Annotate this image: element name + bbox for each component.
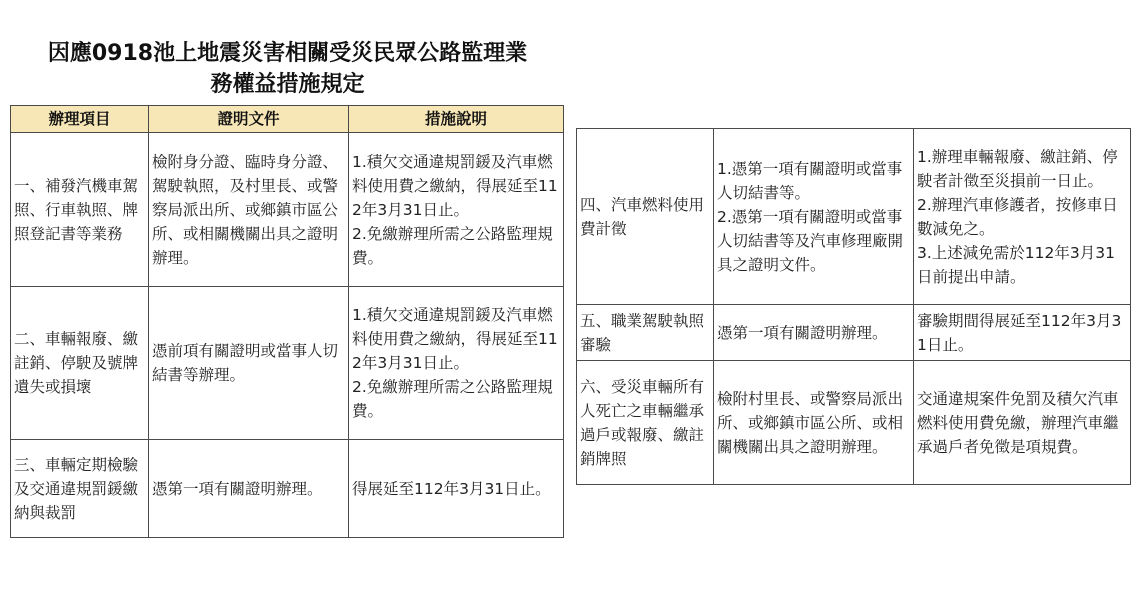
measure-line: 2.免繳辦理所需之公路監理規費。 xyxy=(352,378,553,420)
measures-cell xyxy=(914,305,1131,361)
item-cell: 三、車輛定期檢驗及交通違規罰鍰繳納與裁罰 xyxy=(11,440,149,538)
measures-cell xyxy=(349,287,564,440)
document-cell: 憑第一項有關證明辦理。 xyxy=(149,440,349,538)
page-title xyxy=(0,38,575,100)
document-cell xyxy=(714,305,914,361)
table-row xyxy=(577,361,1131,485)
item-cell: 四、汽車燃料使用費計徵 xyxy=(577,129,714,305)
title-line-1: 因應0918池上地震災害相關受災民眾公路監理業 xyxy=(47,41,528,66)
item-cell: 二、車輛報廢、繳註銷、停駛及號牌遺失或損壞 xyxy=(11,287,149,440)
table-row xyxy=(577,129,1131,305)
measure-line: 審驗期間得展延至112年3月31日止。 xyxy=(917,311,1122,354)
measure-line: 1.積欠交通違規罰鍰及汽車燃料使用費之繳納，得展延至112年3月31日止。 xyxy=(352,306,558,372)
document-line: 2.憑第一項有關證明或當事人切結書等及汽車修理廠開具之證明文件。 xyxy=(717,207,904,274)
item-cell: 六、受災車輛所有人死亡之車輛繼承過戶或報廢、繳註銷牌照 xyxy=(577,361,714,485)
document-cell xyxy=(714,361,914,485)
header-item: 辦理項目 xyxy=(11,106,149,133)
table-row xyxy=(11,440,564,538)
document-cell: 檢附身分證、臨時身分證、駕駛執照，及村里長、或警察局派出所、或鄉鎮市區公所、或相關機關出具之證明辦理。 xyxy=(149,133,349,287)
document-cell: 憑前項有關證明或當事人切結書等辦理。 xyxy=(149,287,349,440)
left-table xyxy=(10,105,564,538)
measures-cell xyxy=(914,361,1131,485)
measures-cell xyxy=(914,129,1131,305)
measure-line: 1.積欠交通違規罰鍰及汽車燃料使用費之繳納，得展延至112年3月31日止。 xyxy=(352,152,558,219)
title-line-2: 務權益措施規定 xyxy=(210,72,365,97)
table-row xyxy=(577,305,1131,361)
table-row xyxy=(11,133,564,287)
measure-line: 得展延至112年3月31日止。 xyxy=(352,479,551,498)
document-cell xyxy=(714,129,914,305)
measure-line: 3.上述減免需於112年3月31日前提出申請。 xyxy=(917,243,1115,286)
measures-cell xyxy=(349,133,564,287)
measure-line: 1.辦理車輛報廢、繳註銷、停駛者計徵至災損前一日止。 xyxy=(917,147,1118,190)
measure-line: 2.辦理汽車修護者，按修車日數減免之。 xyxy=(917,195,1118,238)
measure-line: 交通違規案件免罰及積欠汽車燃料使用費免繳，辦理汽車繼承過戶者免徵是項規費。 xyxy=(917,389,1119,456)
item-cell: 五、職業駕駛執照審驗 xyxy=(577,305,714,361)
document-line: 1.憑第一項有關證明或當事人切結書等。 xyxy=(717,159,903,202)
measure-line: 2.免繳辦理所需之公路監理規費。 xyxy=(352,224,553,267)
table-header-row xyxy=(11,106,564,133)
measures-cell xyxy=(349,440,564,538)
header-measures: 措施說明 xyxy=(349,106,564,133)
header-document: 證明文件 xyxy=(149,106,349,133)
document-line: 憑第一項有關證明辦理。 xyxy=(717,323,888,342)
document-line: 檢附村里長、或警察局派出所、或鄉鎮市區公所、或相關機關出具之證明辦理。 xyxy=(717,389,904,456)
table-row xyxy=(11,287,564,440)
right-table xyxy=(576,128,1131,485)
item-cell: 一、補發汽機車駕照、行車執照、牌照登記書等業務 xyxy=(11,133,149,287)
